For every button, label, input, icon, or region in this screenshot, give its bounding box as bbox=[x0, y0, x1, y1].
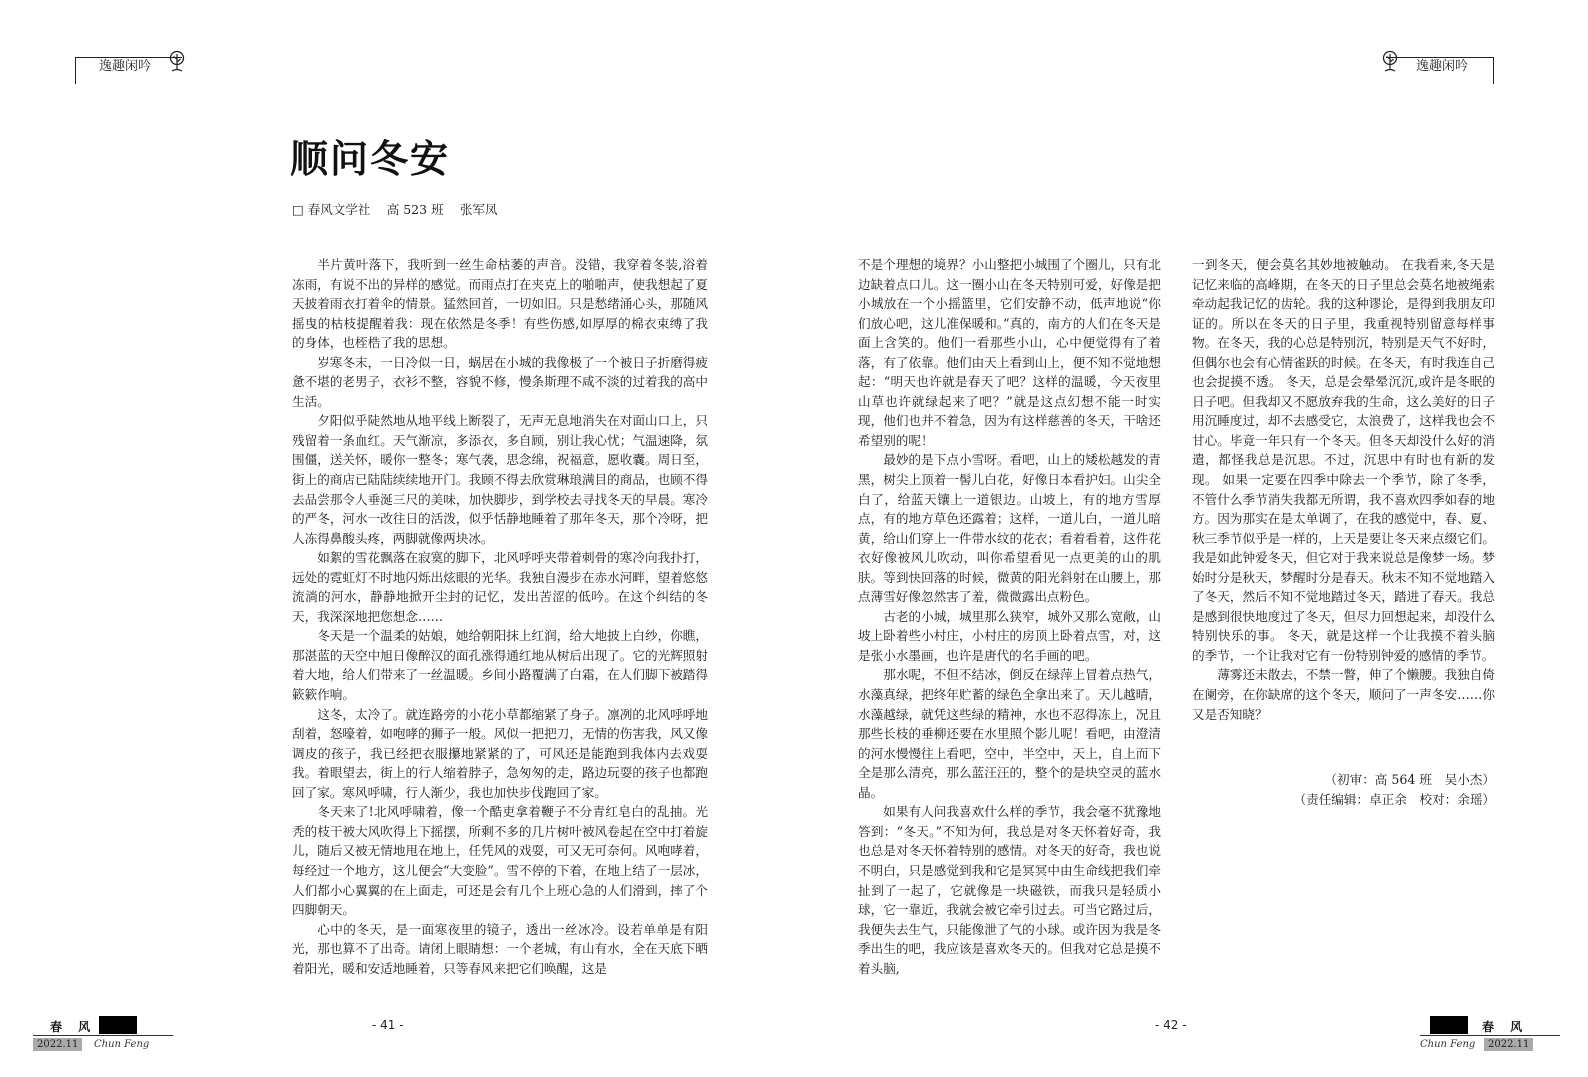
section-label-right: 逸趣闲吟 bbox=[1416, 59, 1469, 74]
paragraph: 如絮的雪花飘落在寂寞的脚下，北风呼呼夹带着刺骨的寒冷向我扑打，远处的霓虹灯不时地闪烁出炫眼的光华。我独自漫步在赤水河畔，望着悠悠流淌的河水，静静地掀开尘封的记忆，发出苦涩的低吟。在这个纠结的冬天，我深深地把您想念…… bbox=[292, 550, 708, 624]
tree-icon bbox=[167, 50, 187, 74]
paragraph: 如果有人问我喜欢什么样的季节，我会毫不犹豫地答到：“冬天。”不知为何，我总是对冬天怀着好奇，我也总是对冬天怀着特别的感情。对冬天的好奇，我也说不明白，只是感觉到我和它是冥冥中由生命线把我们牵扯到了一起了，它就像是一块磁铁，而我只是轻质小球，它一靠近，我就会被它牵引过去。可当它路过后，我便失去生气，只能像泄了气的小球。或许因为我是冬季出生的吧，我应该是喜欢冬天的。但我对它总是摸不着头脑, bbox=[858, 804, 1161, 976]
paragraph: 古老的小城，城里那么狭窄，城外又那么宽敞，山坡上卧着些小村庄，小村庄的房顶上卧着点雪，对，这是张小水墨画，也许是唐代的名手画的吧。 bbox=[858, 608, 1161, 663]
issue-date-right: 2022.11 bbox=[1484, 1038, 1533, 1051]
footer-black-block-left bbox=[99, 1016, 137, 1034]
footer-rule-right bbox=[1420, 1035, 1560, 1036]
paragraph: 薄雾还未散去，不禁一瞥，伸了个懒腰。我独自倚在阑旁，在你缺席的这个冬天，顺问了一声冬安……你又是否知晓？ bbox=[1192, 667, 1495, 722]
editorial-credits bbox=[1294, 770, 1496, 810]
page-number-right: - 42 - bbox=[1155, 1018, 1187, 1032]
issue-date-left: 2022.11 bbox=[33, 1038, 82, 1051]
paragraph: 这冬，太冷了。就连路旁的小花小草都缩紧了身子。凛冽的北风呼呼地刮着，怒嚎着，如咆哮的狮子一般。风似一把把刀，无情的伤害我，风又像调皮的孩子，我已经把衣服攥地紧紧的了，可风还是能跑到我体内去戏耍我。着眼望去，街上的行人缩着脖子，急匆匆的走，路边玩耍的孩子也都跑回了家。寒风呼啸，行人渐少，我也加快步伐跑回了家。 bbox=[292, 706, 708, 800]
page-number-left: - 41 - bbox=[372, 1018, 404, 1032]
credit-reviewer: （初审：高 564 班 吴小杰） bbox=[1324, 772, 1495, 787]
paragraph: 半片黄叶落下，我听到一丝生命枯萎的声音。没错，我穿着冬装,浴着冻雨，有说不出的异样的感觉。而雨点打在夹克上的啪啪声，使我想起了夏天披着雨衣打着伞的情景。猛然回首，一切如旧。只是愁绪涌心头，那随风摇曳的枯枝提醒着我：现在依然是冬季！有些伤感,如厚厚的棉衣束缚了我的身体，也桎梏了我的思想。 bbox=[292, 257, 708, 351]
body-column-2 bbox=[858, 255, 1161, 978]
footer-black-block-right bbox=[1430, 1016, 1468, 1034]
magazine-name-en-left: Chun Feng bbox=[94, 1039, 150, 1050]
paragraph: 冬天来了!北风呼啸着，像一个酷吏拿着鞭子不分青红皂白的乱抽。光秃的枝干被大风吹得上下摇摆，所剩不多的几片树叶被风卷起在空中打着旋儿，随后又被无情地甩在地上，任凭风的戏耍，可又无可奈何。风咆哮着，每经过一个地方，这儿便会“大变脸”。雪不停的下着，在地上结了一层冰，人们都小心翼翼的在上面走，可还是会有几个上班心急的人们滑到，摔了个四脚朝天。 bbox=[292, 804, 708, 918]
tree-icon bbox=[1380, 50, 1400, 74]
section-label-left: 逸趣闲吟 bbox=[99, 59, 152, 74]
magazine-name-left: 春 风 bbox=[50, 1020, 97, 1034]
paragraph: 冬天是一个温柔的姑娘，她给朝阳抹上红润，给大地披上白纱，你瞧，那湛蓝的天空中旭日像醉汉的面孔涨得通红地从树后出现了。它的光辉照射着大地，给人们带来了一丝温暖。乡间小路覆满了白霜，在人们脚下被踏得簌簌作响。 bbox=[292, 628, 708, 703]
paragraph: 岁寒冬末，一日冷似一日，蜗居在小城的我像极了一个被日子折磨得疲惫不堪的老男子，衣衫不整，容貌不修，慢条斯理不咸不淡的过着我的高中生活。 bbox=[292, 354, 708, 409]
paragraph: 那水呢，不但不结冰，倒反在绿萍上冒着点热气，水藻真绿，把终年贮蓄的绿色全拿出来了。天儿越晴，水藻越绿，就凭这些绿的精神，水也不忍得冻上，况且那些长枝的垂柳还要在水里照个影儿呢！看吧，由澄清的河水慢慢往上看吧，空中，半空中，天上，自上而下全是那么清亮，那么蓝汪汪的，整个的是块空灵的蓝水晶。 bbox=[858, 667, 1161, 800]
paragraph: 不是个理想的境界？小山整把小城围了个圈儿，只有北边缺着点口儿。这一圈小山在冬天特别可爱，好像是把小城放在一个小摇篮里，它们安静不动，低声地说“你们放心吧，这儿准保暖和。”真的，南方的人们在冬天是面上含笑的。他们一看那些小山，心中便觉得有了着落，有了依靠。他们由天上看到山上，便不知不觉地想起：“明天也许就是春天了吧？这样的温暖，今天夜里山草也许就绿起来了吧？”就是这点幻想不能一时实现，他们也并不着急，因为有这样慈善的冬天，干啥还希望别的呢！ bbox=[858, 257, 1161, 448]
paragraph: 最妙的是下点小雪呀。看吧，山上的矮松越发的青黑，树尖上顶着一髻儿白花，好像日本看护妇。山尖全白了，给蓝天镶上一道银边。山坡上，有的地方雪厚点，有的地方草色还露着；这样，一道儿白，一道儿暗黄，给山们穿上一件带水纹的花衣；看着看着，这件花衣好像被风儿吹动，叫你希望看见一点更美的山的肌肤。等到快回落的时候，微黄的阳光斜射在山腰上，那点薄雪好像忽然害了羞，微微露出点粉色。 bbox=[858, 452, 1161, 605]
paragraph: 一到冬天，便会莫名其妙地被触动。 在我看来,冬天是记忆来临的高峰期，在冬天的日子里总会莫名地被绳索牵动起我记忆的齿轮。我的这种谬论，是得到我朋友印证的。所以在冬天的日子里，我重视特别留意每样事物。在冬天，我的心总是特别沉，特别是天气不好时，但偶尔也会有心情雀跃的时候。在冬天，有时我连自己也会捉摸不透。 冬天，总是会晕晕沉沉,或许是冬眠的日子吧。但我却又不愿放弃我的生命，这么美好的日子用沉睡度过，却不去感受它，太浪费了，这样我也会不甘心。毕竟一年只有一个冬天。但冬天却没什么好的消遣，都怪我总是沉思。不过，沉思中有时也有新的发现。 如果一定要在四季中除去一个季节，除了冬季，不管什么季节消失我都无所谓，我不喜欢四季如春的地方。因为那实在是太单调了，在我的感觉中，春、夏、秋三季节似乎是一样的，上天是要让冬天来点缀它们。我是如此钟爱冬天，但它对于我来说总是像梦一场。梦始时分是秋天，梦醒时分是春天。秋末不知不觉地踏入了冬天，然后不知不觉地踏过冬天，踏进了春天。我总是感到很快地度过了冬天，但尽力回想起来，却没什么特别快乐的事。 冬天，就是这样一个让我摸不着头脑的季节，一个让我对它有一份特别钟爱的感情的季节。 bbox=[1192, 257, 1495, 663]
body-column-3 bbox=[1192, 255, 1495, 724]
magazine-name-right: 春 风 bbox=[1482, 1020, 1529, 1034]
credit-editor: （责任编辑：卓正余 校对：余瑶） bbox=[1293, 792, 1495, 807]
paragraph: 夕阳似乎陡然地从地平线上断裂了，无声无息地消失在对面山口上，只残留着一条血红。天气渐凉，多添衣，多自顾，别让我心忧；气温速降，氛围僵，送关怀，暖你一整冬；寒气袭，思念绵，祝福意，愿收囊。周日至，街上的商店已陆陆续续地开门。我顾不得去欣赏琳琅满目的商品，也顾不得去品尝那令人垂涎三尺的美味，加快脚步，到学校去寻找冬天的早晨。寒冷的严冬，河水一改往日的活泼，似乎恬静地睡着了那年冬天，那个冷呀，把人冻得鼻酸头疼，两脚就像两块冰。 bbox=[292, 413, 708, 546]
footer-rule-left bbox=[33, 1035, 173, 1036]
article-title: 顺问冬安 bbox=[290, 137, 451, 181]
article-byline: □ 春风文学社 高 523 班 张军凤 bbox=[292, 202, 498, 217]
magazine-name-en-right: Chun Feng bbox=[1420, 1039, 1476, 1050]
body-column-1 bbox=[292, 255, 708, 978]
paragraph: 心中的冬天，是一面寒夜里的镜子，透出一丝冰冷。设若单单是有阳光，那也算不了出奇。请闭上眼睛想：一个老城，有山有水，全在天底下晒着阳光，暖和安适地睡着，只等春风来把它们唤醒，这是 bbox=[292, 921, 708, 976]
